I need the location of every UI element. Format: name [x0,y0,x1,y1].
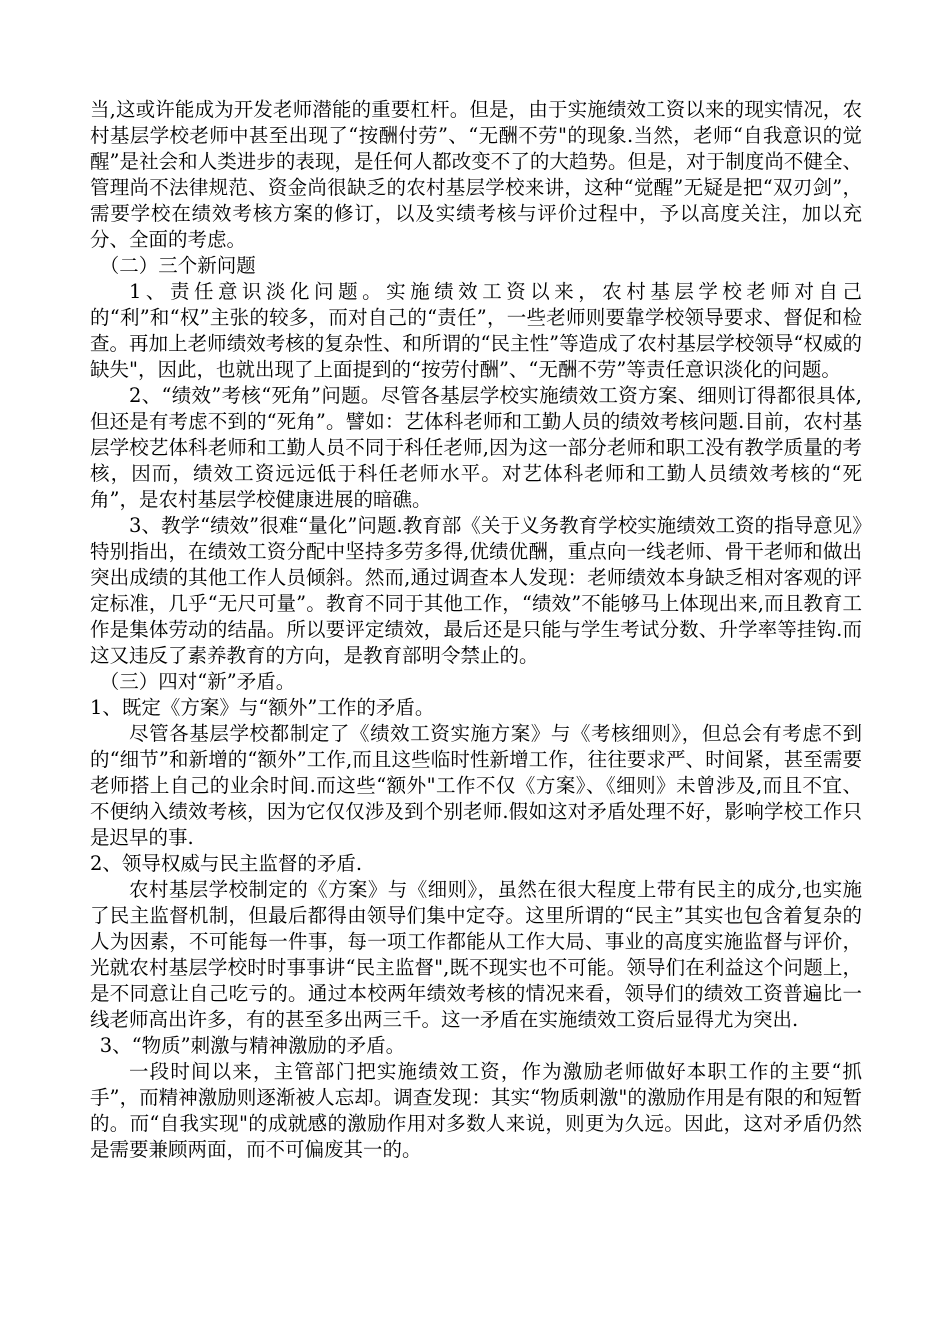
paragraph-contradiction-3: 一段时间以来，主管部门把实施绩效工资，作为激励老师做好本职工作的主要“抓手”，而精神激励则逐渐被人忘却。调查发现：其实“物质刺激"的激励作用是有限的和短暂的。而“自我实现"的成就感的激励作用对多数人来说，则更为久远。因此，这对矛盾仍然是需要兼顾两面，而不可偏废其一的。 [90,1060,862,1161]
subheading-contradiction-1: 1、既定《方案》与“额外”工作的矛盾。 [90,696,435,719]
section-heading-two: （二）三个新问题 [99,254,256,277]
paragraph-contradiction-1: 尽管各基层学校都制定了《绩效工资实施方案》与《考核细则》，但总会有考虑不到的“细节”和新增的“额外”工作,而且这些临时性新增工作，往往要求严、时间紧，甚至需要老师搭上自己的业余时间.而这些“额外"工作不仅《方案》、《细则》未曾涉及,而且不宜、不便纳入绩效考核，因为它仅仅涉及到个别老师.假如这对矛盾处理不好，影响学校工作只是迟早的事. [90,722,862,849]
subheading-contradiction-2: 2、领导权威与民主监督的矛盾. [90,852,363,875]
paragraph-responsibility: 1、责任意识淡化问题。实施绩效工资以来，农村基层学校老师对自己的“利”和“权”主张的较多，而对自己的“责任”，一些老师则要靠学校领导要求、督促和检查。再加上老师绩效考核的复杂性、和所谓的“民主性”等造成了农村基层学校领导“权威的缺失"，因此，也就出现了上面提到的“按劳付酬”、“无酬不劳”等责任意识淡化的问题。 [90,280,862,381]
section-heading-three: （三）四对“新”矛盾。 [99,670,296,693]
paragraph-blind-spot: 2、“绩效”考核“死角”问题。尽管各基层学校实施绩效工资方案、细则订得都很具体,但还是有考虑不到的“死角”。譬如：艺体科老师和工勤人员的绩效考核问题.目前，农村基层学校艺体科老师和工勤人员不同于科任老师,因为这一部分老师和职工没有教学质量的考核，因而，绩效工资远远低于科任老师水平。对艺体科老师和工勤人员绩效考核的“死角”，是农村基层学校健康进展的暗礁。 [90,384,862,511]
paragraph-contradiction-2: 农村基层学校制定的《方案》与《细则》，虽然在很大程度上带有民主的成分,也实施了民主监督机制，但最后都得由领导们集中定夺。这里所谓的“民主”其实也包含着复杂的人为因素，不可能每一件事，每一项工作都能从工作大局、事业的高度实施监督与评价，光就农村基层学校时时事事讲“民主监督",既不现实也不可能。领导们在利益这个问题上，是不同意让自己吃亏的。通过本校两年绩效考核的情况来看，领导们的绩效工资普遍比一线老师高出许多，有的甚至多出两三千。这一矛盾在实施绩效工资后显得尤为突出. [90,878,862,1031]
paragraph-intro: 当,这或许能成为开发老师潜能的重要杠杆。但是，由于实施绩效工资以来的现实情况，农村基层学校老师中甚至出现了“按酬付劳”、“无酬不劳"的现象.当然，老师“自我意识的觉醒”是社会和人类进步的表现，是任何人都改变不了的大趋势。但是，对于制度尚不健全、管理尚不法律规范、资金尚很缺乏的农村基层学校来讲，这种“觉醒”无疑是把“双刃剑”，需要学校在绩效考核方案的修订，以及实绩考核与评价过程中，予以高度关注，加以充分、全面的考虑。 [90,98,862,251]
subheading-contradiction-3: 3、“物质”刺激与精神激励的矛盾。 [99,1034,406,1057]
document-page [90,97,862,1163]
paragraph-quantify: 3、教学“绩效”很难“量化”问题.教育部《关于义务教育学校实施绩效工资的指导意见》特别指出，在绩效工资分配中坚持多劳多得,优绩优酬，重点向一线老师、骨干老师和做出突出成绩的其他工作人员倾斜。然而,通过调查本人发现：老师绩效本身缺乏相对客观的评定标准，几乎“无尺可量”。教育不同于其他工作，“绩效”不能够马上体现出来,而且教育工作是集体劳动的结晶。所以要评定绩效，最后还是只能与学生考试分数、升学率等挂钩.而这又违反了素养教育的方向，是教育部明令禁止的。 [90,514,862,667]
